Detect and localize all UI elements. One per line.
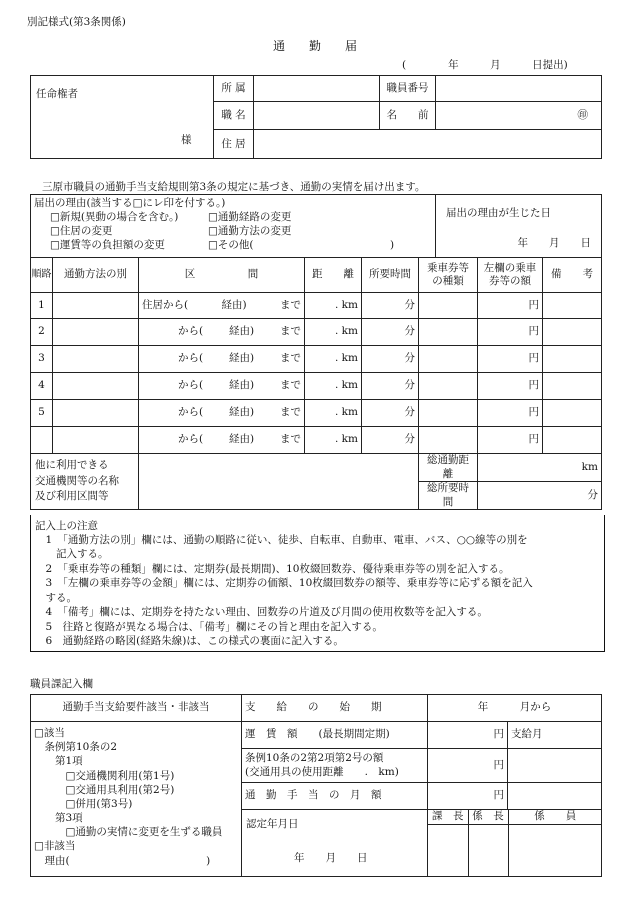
method-field[interactable] xyxy=(53,400,139,427)
section-to: まで xyxy=(280,433,301,446)
ticket-type-field[interactable] xyxy=(419,400,478,427)
table-row xyxy=(31,293,602,319)
ticket-amount-field[interactable]: 円 xyxy=(478,373,543,400)
reason-option-route-change[interactable]: □通勤経路の変更 xyxy=(208,211,292,224)
monthly-amount-field[interactable]: 円 xyxy=(428,783,508,810)
row-no xyxy=(31,427,53,454)
submission-date: ( 年 月 日提出) xyxy=(402,59,568,71)
col-header-method: 通勤方法の別 xyxy=(53,258,139,293)
remarks-field[interactable] xyxy=(543,293,602,319)
table-row xyxy=(31,319,602,346)
time-field[interactable]: 分 xyxy=(362,427,419,454)
approval-header-section-chief: 課 長 xyxy=(428,810,468,824)
row-no: 1 xyxy=(31,293,53,319)
ticket-amount-field[interactable]: 円 xyxy=(478,346,543,373)
ticket-type-field[interactable] xyxy=(419,373,478,400)
clause-label-line: 条例10条の2第2項第2号の額 xyxy=(245,752,384,765)
eligibility-heading: 通勤手当支給要件該当・非該当 xyxy=(31,695,242,722)
pay-month-field-2[interactable] xyxy=(508,783,602,810)
notes-box xyxy=(30,515,605,652)
note-line: 6 通勤経路の略図(経路朱線)は、この様式の裏面に記入する。 xyxy=(35,635,344,648)
table-row xyxy=(31,346,602,373)
pay-month-field[interactable] xyxy=(508,749,602,783)
reason-option-method-change[interactable]: □通勤方法の変更 xyxy=(208,225,292,238)
section-from: から( xyxy=(178,379,204,392)
ticket-type-field[interactable] xyxy=(419,346,478,373)
other-transport-label-line: 交通機関等の名称 xyxy=(35,474,119,487)
approval-header-staff: 係 員 xyxy=(508,810,602,824)
time-field[interactable]: 分 xyxy=(362,373,419,400)
affiliation-field[interactable] xyxy=(254,76,380,102)
section-field[interactable] xyxy=(139,400,305,427)
eligibility-option-not-applicable[interactable]: □非該当 xyxy=(34,840,76,853)
other-transport-label-line: 他に利用できる xyxy=(35,458,109,471)
ticket-type-field[interactable] xyxy=(419,293,478,319)
reason-date-heading: 届出の理由が生じた日 xyxy=(446,207,551,219)
section-field[interactable] xyxy=(139,293,305,319)
residence-label: 住 居 xyxy=(214,130,254,159)
eligibility-reason-field[interactable]: 理由( ) xyxy=(34,854,211,867)
cert-date-label: 認定年月日 xyxy=(246,818,299,830)
remarks-field[interactable] xyxy=(543,319,602,346)
col-header-remarks: 備 考 xyxy=(543,258,602,293)
distance-field[interactable]: . km xyxy=(305,346,362,373)
time-field[interactable]: 分 xyxy=(362,293,419,319)
section-field[interactable] xyxy=(139,427,305,454)
fare-field[interactable]: 円 xyxy=(428,722,508,749)
clause-label-line: (交通用具の使用距離 . km) xyxy=(245,765,399,778)
section-field[interactable] xyxy=(139,319,305,346)
intro-text: 三原市職員の通勤手当支給規則第3条の規定に基づき、通勤の実情を届け出ます。 xyxy=(42,181,426,193)
eligibility-options xyxy=(31,722,242,877)
time-field[interactable]: 分 xyxy=(362,400,419,427)
cert-date-value: 年 月 日 xyxy=(294,852,368,864)
ticket-amount-field[interactable]: 円 xyxy=(478,400,543,427)
pay-month-label: 支給月 xyxy=(508,722,602,749)
note-line: 1 「通勤方法の別」欄には、通勤の順路に従い、徒歩、自転車、自動車、電車、バス、○○線等の別を xyxy=(35,534,528,546)
time-field[interactable]: 分 xyxy=(362,319,419,346)
reason-option-residence-change[interactable]: □住居の変更 xyxy=(50,225,113,238)
cert-date-cell[interactable] xyxy=(242,810,428,877)
fare-label: 運 賃 額 (最長期間定期) xyxy=(242,722,428,749)
section-field[interactable] xyxy=(139,373,305,400)
total-distance-label: 総通勤距離 xyxy=(419,454,478,482)
total-time-field[interactable]: 分 xyxy=(478,482,602,510)
total-distance-field[interactable]: km xyxy=(478,454,602,482)
table-row xyxy=(31,373,602,400)
form-label: 別記様式(第3条関係) xyxy=(27,16,126,28)
row-no: 2 xyxy=(31,319,53,346)
method-field[interactable] xyxy=(53,319,139,346)
approval-stamp-section-chief[interactable] xyxy=(428,824,468,876)
section-from: 住居から( xyxy=(142,298,189,311)
row-no: 3 xyxy=(31,346,53,373)
name-label: 名 前 xyxy=(380,101,436,130)
reason-option-other[interactable]: □その他( ) xyxy=(208,239,395,252)
section-via: 経由) xyxy=(229,433,255,446)
eligibility-option-combined[interactable]: □併用(第3号) xyxy=(34,797,133,810)
section-via: 経由) xyxy=(229,406,255,419)
reason-option-new[interactable]: □新規(異動の場合を含む。) xyxy=(50,211,179,224)
section-to: まで xyxy=(280,298,301,311)
method-field[interactable] xyxy=(53,346,139,373)
col-header-ticket-amount: 左欄の乗車券等の額 xyxy=(478,258,543,293)
eligibility-line: 条例第10条の2 xyxy=(34,741,118,754)
approval-stamp-subsection-chief[interactable] xyxy=(468,824,508,876)
authority-label: 任命権者 xyxy=(36,88,78,100)
remarks-field[interactable] xyxy=(543,427,602,454)
clause-amount-field[interactable]: 円 xyxy=(428,749,508,783)
time-field[interactable]: 分 xyxy=(362,346,419,373)
remarks-field[interactable] xyxy=(543,346,602,373)
distance-field[interactable]: . km xyxy=(305,427,362,454)
ticket-type-field[interactable] xyxy=(419,319,478,346)
staff-no-field[interactable] xyxy=(436,76,602,102)
section-via: 経由) xyxy=(221,298,247,311)
monthly-label: 通 勤 手 当 の 月 額 xyxy=(242,783,428,810)
approval-header-subsection-chief: 係 長 xyxy=(468,810,508,824)
eligibility-line: 第1項 xyxy=(34,755,83,768)
remarks-field[interactable] xyxy=(543,400,602,427)
ticket-amount-field[interactable]: 円 xyxy=(478,293,543,319)
ticket-type-field[interactable] xyxy=(419,427,478,454)
position-label: 職 名 xyxy=(214,101,254,130)
reason-heading: 届出の理由(該当する□にレ印を付する。) xyxy=(34,197,226,209)
other-transport-label-line: 及び利用区間等 xyxy=(35,490,109,503)
start-value-field[interactable]: 年 月から xyxy=(428,695,602,722)
col-header-no: 順路 xyxy=(31,258,53,293)
other-transport-field[interactable] xyxy=(139,454,419,510)
col-header-section: 区 間 xyxy=(139,258,305,293)
name-field[interactable] xyxy=(436,101,602,130)
table-row xyxy=(31,427,602,454)
reason-date-cell[interactable] xyxy=(436,195,602,258)
seal-icon: ㊞ xyxy=(577,108,588,121)
authority-cell[interactable] xyxy=(31,76,214,159)
section-from: から( xyxy=(178,352,204,365)
remarks-field[interactable] xyxy=(543,373,602,400)
total-time-label: 総所要時間 xyxy=(419,482,478,510)
route-table xyxy=(30,257,602,510)
approval-cell xyxy=(428,810,602,877)
reason-table xyxy=(30,194,602,258)
section-to: まで xyxy=(280,325,301,338)
row-no: 5 xyxy=(31,400,53,427)
section-from: から( xyxy=(178,406,204,419)
eligibility-option-changed[interactable]: □通勤の実情に変更を生ずる職員 xyxy=(34,826,223,839)
section-from: から( xyxy=(178,325,204,338)
note-line: 5 往路と復路が異なる場合は、「備考」欄にその旨と理由を記入する。 xyxy=(35,620,383,633)
col-header-time: 所要時間 xyxy=(362,258,419,293)
reason-options-cell xyxy=(31,195,436,258)
office-table xyxy=(30,694,602,877)
section-to: まで xyxy=(280,352,301,365)
distance-field[interactable]: . km xyxy=(305,373,362,400)
col-header-ticket-type: 乗車券等の種類 xyxy=(419,258,478,293)
eligibility-option-vehicle[interactable]: □交通用具利用(第2号) xyxy=(34,783,175,796)
section-via: 経由) xyxy=(229,379,255,392)
form-title: 通 勤 届 xyxy=(272,39,357,53)
section-via: 経由) xyxy=(229,325,255,338)
affiliation-label: 所 属 xyxy=(214,76,254,102)
eligibility-option-transit[interactable]: □交通機関利用(第1号) xyxy=(34,769,175,782)
section-from: から( xyxy=(178,433,204,446)
distance-field[interactable]: . km xyxy=(305,400,362,427)
other-transport-label xyxy=(31,454,139,510)
method-field[interactable] xyxy=(53,373,139,400)
col-header-distance: 距 離 xyxy=(305,258,362,293)
approval-stamp-staff[interactable] xyxy=(508,824,602,876)
ticket-amount-field[interactable]: 円 xyxy=(478,427,543,454)
residence-field[interactable] xyxy=(254,130,602,159)
clause-label xyxy=(242,749,428,783)
note-line: 2 「乗車券等の種類」欄には、定期券(最長期間)、10枚綴回数券、優待乗車券等の別を記入する。 xyxy=(35,562,510,575)
row-no: 4 xyxy=(31,373,53,400)
position-field[interactable] xyxy=(254,101,380,130)
approval-table xyxy=(428,810,602,876)
note-line: 3 「左欄の乗車券等の金額」欄には、定期券の価額、10枚綴回数券の額等、乗車券等に応ずる額を記入 xyxy=(35,577,533,590)
eligibility-line: 第3項 xyxy=(34,812,83,825)
reason-option-fare-change[interactable]: □運賃等の負担額の変更 xyxy=(50,239,165,252)
table-row xyxy=(31,400,602,427)
distance-field[interactable]: . km xyxy=(305,319,362,346)
reason-date-placeholder: 年 月 日 xyxy=(517,237,591,249)
staff-no-label: 職員番号 xyxy=(380,76,436,102)
start-label: 支 給 の 始 期 xyxy=(242,695,428,722)
section-field[interactable] xyxy=(139,346,305,373)
section-to: まで xyxy=(280,406,301,419)
note-line: 4 「備考」欄には、定期券を持たない理由、回数券の片道及び月間の使用枚数等を記入する。 xyxy=(35,606,488,619)
office-section-label: 職員課記入欄 xyxy=(30,678,93,690)
note-line: 記入する。 xyxy=(35,548,109,561)
section-via: 経由) xyxy=(229,352,255,365)
note-line: する。 xyxy=(35,591,77,604)
distance-field[interactable]: . km xyxy=(305,293,362,319)
method-field[interactable] xyxy=(53,293,139,319)
applicant-table xyxy=(30,75,602,159)
section-to: まで xyxy=(280,379,301,392)
notes-heading: 記入上の注意 xyxy=(35,520,98,532)
ticket-amount-field[interactable]: 円 xyxy=(478,319,543,346)
eligibility-option-applicable[interactable]: □該当 xyxy=(34,727,65,739)
sama-label: 様 xyxy=(181,134,192,146)
method-field[interactable] xyxy=(53,427,139,454)
